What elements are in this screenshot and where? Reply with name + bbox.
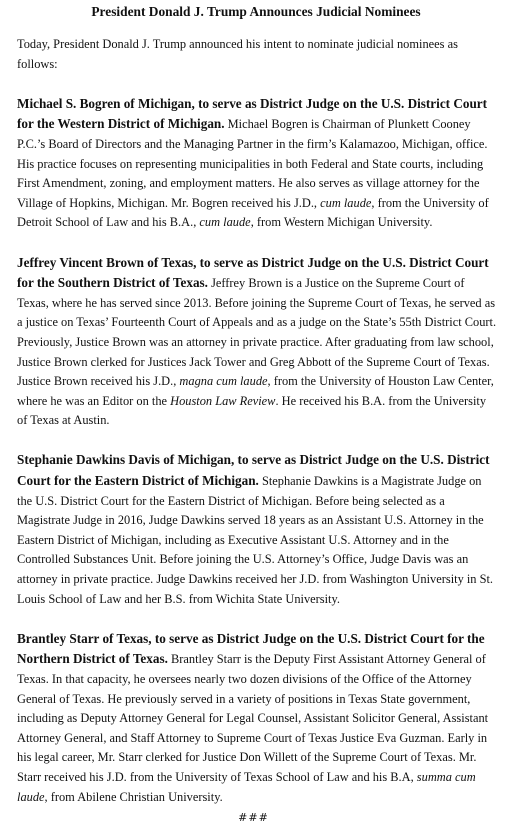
nominee-bio-italic: Houston Law Review <box>170 393 276 408</box>
nominee-heading: Jeffrey Vincent Brown of Texas, to serve as District Judge on the U.S. District Court for the Southern District of Texas. <box>17 254 489 291</box>
intro-paragraph: Today, President Donald J. Trump announced his intent to nominate judicial nominees as follows: <box>17 37 458 71</box>
nominee-heading: Brantley Starr of Texas, to serve as District Judge on the U.S. District Court for the Northern District of Texas. <box>17 630 485 667</box>
nominee-entry-davis <box>17 450 497 609</box>
nominee-bio: , from the University of Houston Law Center, where he was an Editor on the <box>17 374 494 408</box>
nominee-entry-bogren <box>17 94 497 233</box>
nominee-bio: , from the University of Detroit School of Law and his B.A., <box>17 195 489 230</box>
nominee-bio-italic: cum laude <box>320 195 372 210</box>
nominee-bio: Stephanie Dawkins is a Magistrate Judge on the U.S. District Court for the Eastern District of Michigan. Before being selected as a Magistrate Judge in 2016, Judge Dawkins served 18 years as an Assistant U.S. Attorney in the Eastern District of Michigan, including as Executive Assistant U.S. Attorney and in the Controlled Substances Unit. Before joining the U.S. Attorney’s Office, Judge Davis was an attorney in private practice. Judge Dawkins received her J.D. from Washington University in St. Louis School of Law and her B.S. from Wichita State University. <box>17 474 494 606</box>
nominee-bio-italic: summa cum laude <box>17 769 476 804</box>
nominee-bio: Michael Bogren is Chairman of Plunkett Cooney P.C.’s Board of Directors and the Managing Partner in the firm’s Kalamazoo, Michigan, office. His practice focuses on representing municipalities in both Federal and State courts, including First Amendment, zoning, and employment matters. He also serves as village attorney for the Village of Hopkins, Michigan. Mr. Bogren received his J.D., <box>17 117 488 210</box>
page-title: President Donald J. Trump Announces Judicial Nominees <box>91 4 421 19</box>
nominee-bio: , from Abilene Christian University. <box>44 789 223 804</box>
end-mark: ### <box>238 811 269 824</box>
nominee-bio: . He received his B.A. from the University of Texas at Austin. <box>17 393 487 428</box>
nominee-bio: Brantley Starr is the Deputy First Assistant Attorney General of Texas. In that capacity, he oversees nearly two dozen divisions of the Office of the Attorney General of Texas. He previously served in a variety of positions in Texas State government, including as Deputy Attorney General for Legal Counsel, Assistant Solicitor General, Assistant Attorney General, and Staff Attorney to Supreme Court of Texas Justice Eva Guzman. Early in his legal career, Mr. Starr clerked for Justice Don Willett of the Supreme Court of Texas. Mr. Starr received his J.D. from the University of Texas School of Law and his B.A, <box>17 652 489 784</box>
nominee-heading: Stephanie Dawkins Davis of Michigan, to serve as District Judge on the U.S. District Court for the Eastern District of Michigan. <box>17 452 490 489</box>
nominee-bio-italic: cum laude <box>199 215 251 230</box>
press-release <box>17 0 497 807</box>
nominee-heading: Michael S. Bogren of Michigan, to serve as District Judge on the U.S. District Court for the Western District of Michigan. <box>17 95 488 132</box>
nominee-bio: Jeffrey Brown is a Justice on the Supreme Court of Texas, where he has served since 2013. Before joining the Supreme Court of Texas, he served as a justice on Texas’ Fourteenth Court of Appeals and as a judge on the State’s 55th District Court. Previously, Justice Brown was an attorney in private practice. After graduating from law school, Justice Brown clerked for Justices Jack Tower and Greg Abbott of the Supreme Court of Texas. Justice Brown received his J.D., <box>17 276 497 389</box>
nominee-entry-starr <box>17 629 497 807</box>
nominee-entry-brown <box>17 253 497 431</box>
nominee-bio-italic: magna cum laude <box>179 374 268 389</box>
nominee-bio: , from Western Michigan University. <box>250 215 433 230</box>
